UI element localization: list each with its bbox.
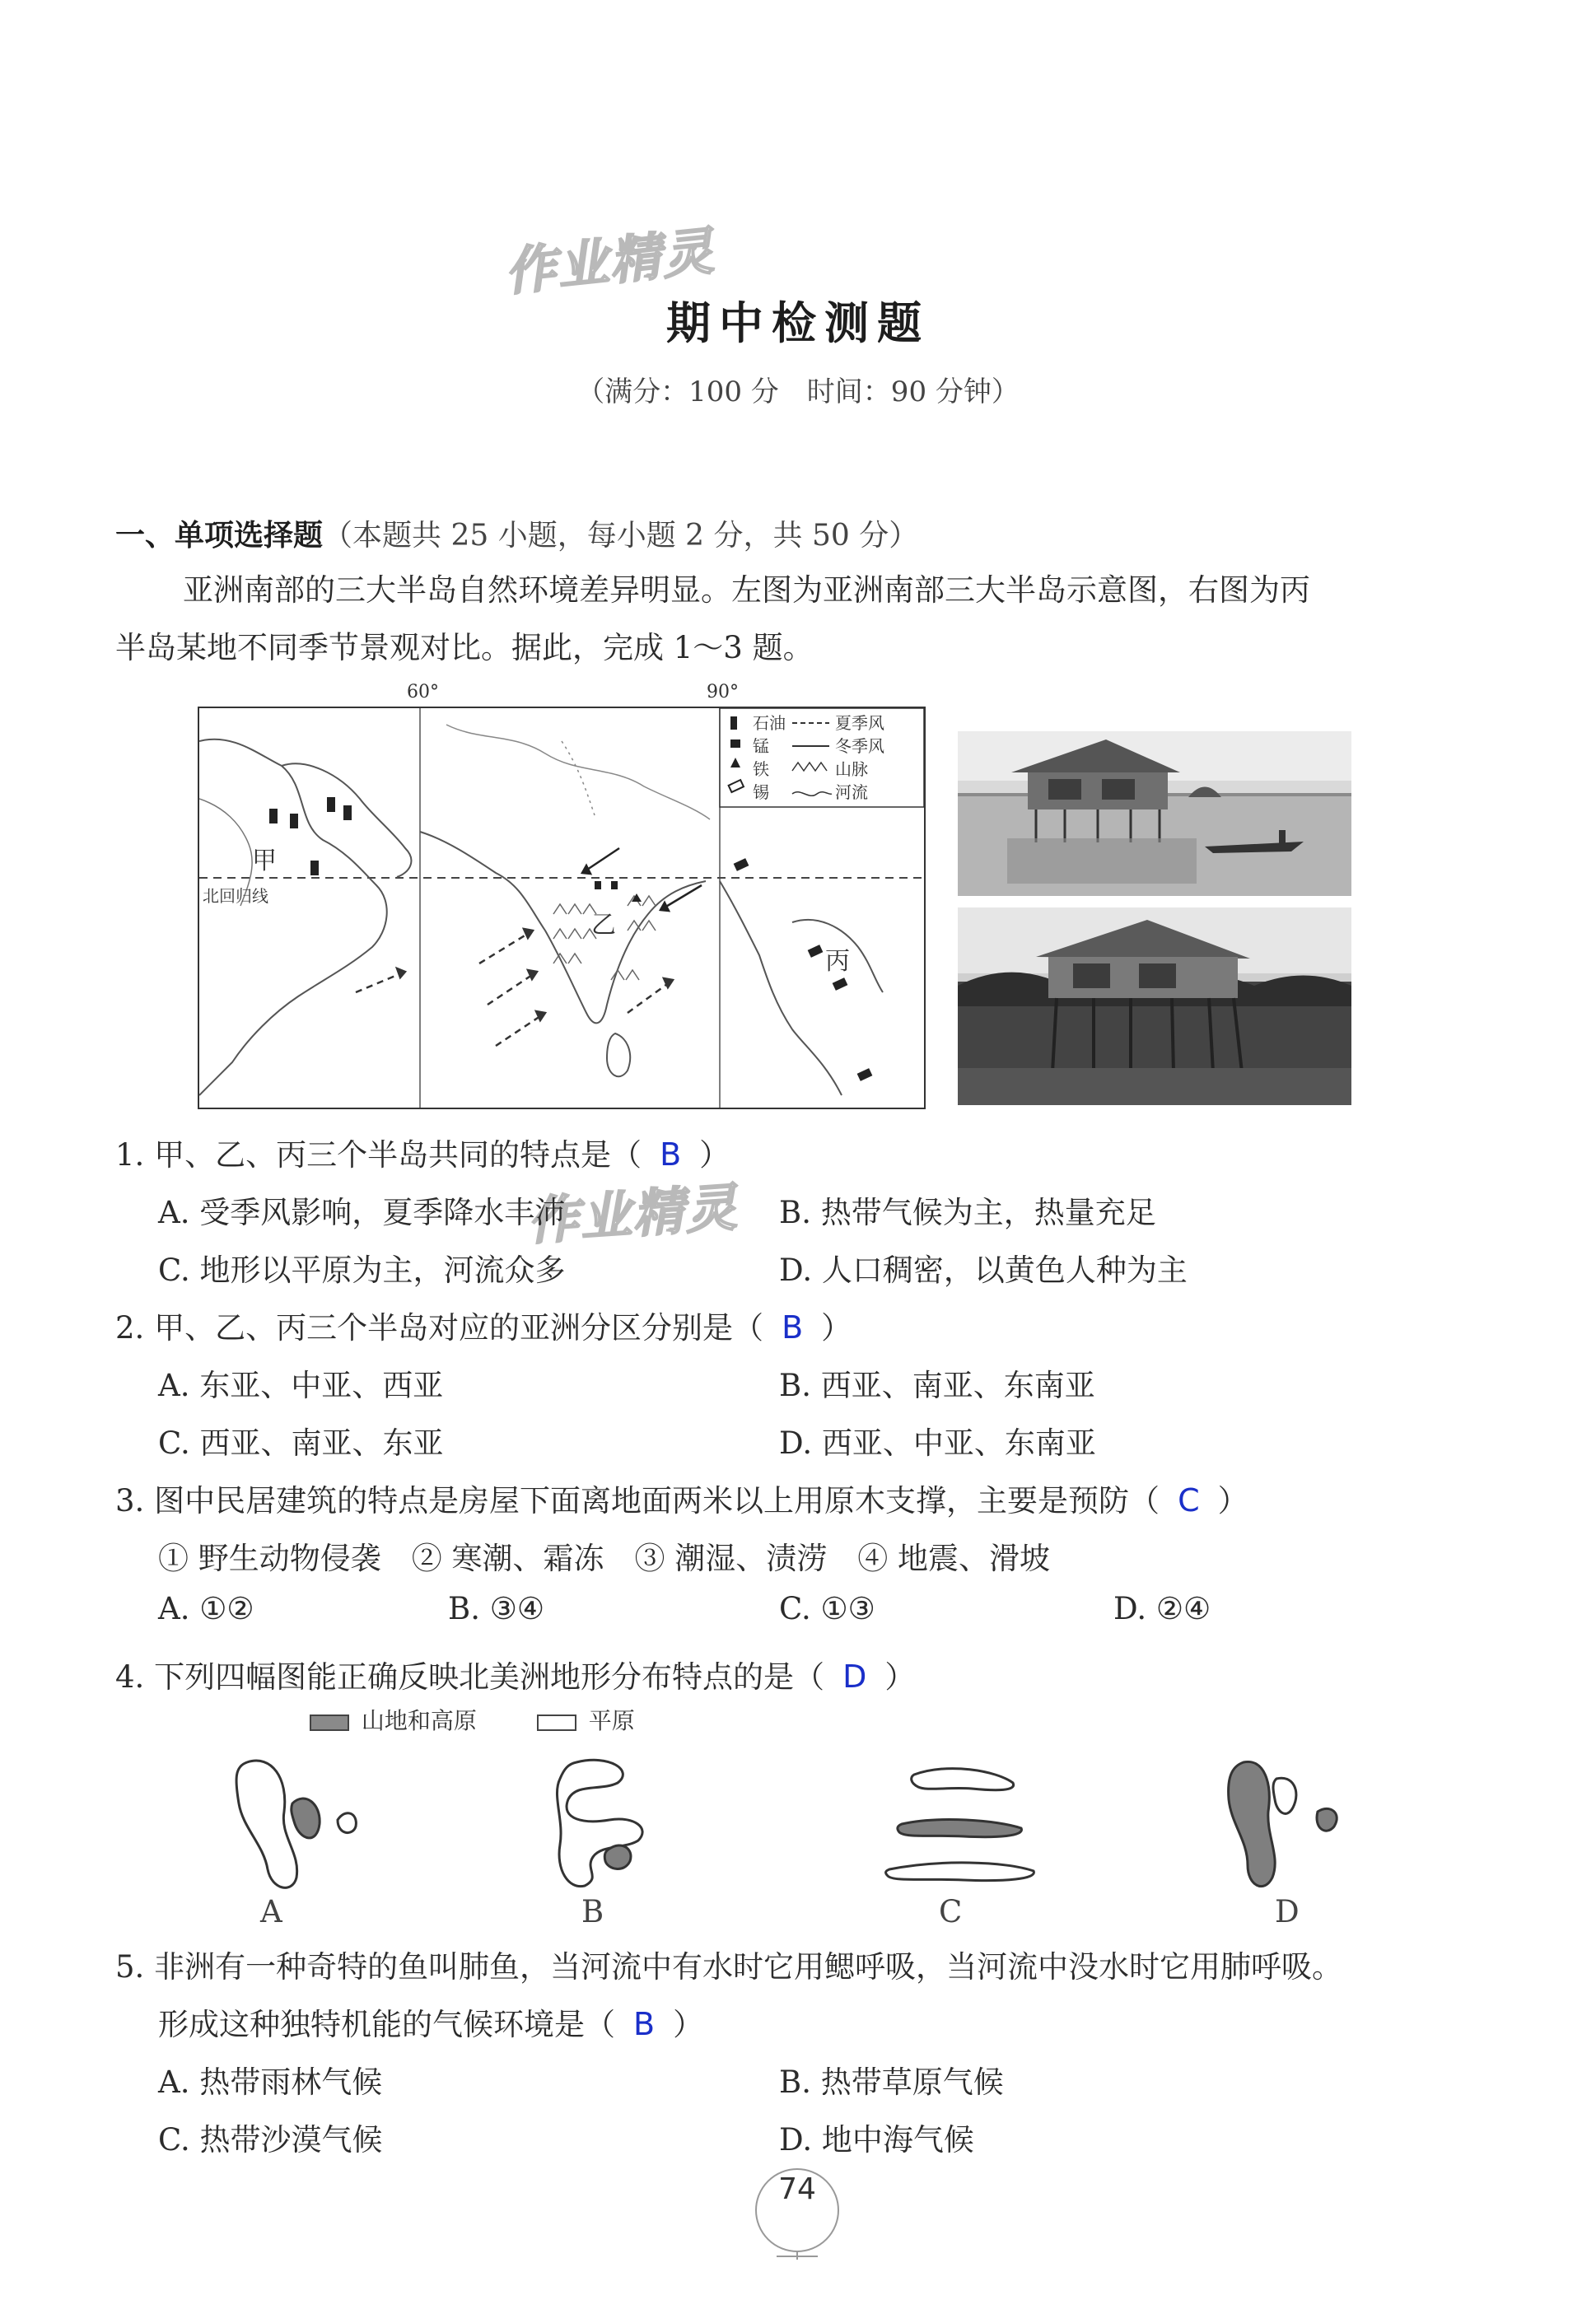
question-3-text: 3. 图中民居建筑的特点是房屋下面离地面两米以上用原木支撑，主要是预防（: [115, 1483, 1160, 1519]
question-1-option-b: B. 热带气候为主，热量充足: [779, 1195, 1156, 1230]
question-3-option-a: A. ①②: [158, 1591, 254, 1626]
q4-figures: [222, 1746, 1375, 1902]
q4-figure-label-d: D: [1275, 1894, 1300, 1929]
photo-flood-season: [958, 731, 1351, 896]
question-2-text: 2. 甲、乙、丙三个半岛对应的亚洲分区分别是（: [115, 1310, 764, 1346]
question-1-option-a: A. 受季风影响，夏季降水丰沛: [158, 1195, 566, 1230]
question-5-option-b: B. 热带草原气候: [779, 2064, 1004, 2100]
legend-iron-label: 铁: [753, 759, 769, 779]
page-title: 期中检测题: [666, 297, 930, 349]
legend-oil-label: 石油: [753, 713, 786, 733]
peninsula-a-label: 甲: [252, 847, 277, 875]
stilt-house-water-image: [958, 731, 1351, 896]
map-longitude-90: 90°: [707, 682, 739, 702]
page-subtitle: （满分：100 分 时间：90 分钟）: [576, 376, 1020, 408]
intro-line-1: 亚洲南部的三大半岛自然环境差异明显。左图为亚洲南部三大半岛示意图，右图为丙: [183, 572, 1310, 608]
question-2-option-b: B. 西亚、南亚、东南亚: [779, 1368, 1095, 1403]
q4-legend-plain-swatch: [537, 1715, 576, 1731]
section-title: 一、单项选择题: [115, 519, 324, 553]
map-longitude-60: 60°: [407, 682, 439, 702]
question-4-answer: D: [842, 1659, 867, 1695]
question-3-stem: [115, 1476, 1248, 1520]
intro-line-2: 半岛某地不同季节景观对比。据此，完成 1～3 题。: [115, 630, 814, 665]
question-1-stem: [115, 1130, 730, 1174]
question-1-answer: B: [660, 1136, 682, 1173]
question-2-option-c: C. 西亚、南亚、东亚: [158, 1425, 444, 1461]
peninsula-c-label: 丙: [825, 947, 850, 976]
legend-tin-label: 锡: [753, 782, 769, 802]
question-1-option-c: C. 地形以平原为主，河流众多: [158, 1253, 566, 1288]
question-2-option-a: A. 东亚、中亚、西亚: [158, 1368, 444, 1403]
q4-figure-label-c: C: [939, 1894, 963, 1929]
watermark-top: 作业精灵: [502, 220, 718, 303]
section-note: （本题共 25 小题，每小题 2 分，共 50 分）: [323, 519, 919, 553]
peninsula-map: [198, 707, 926, 1109]
question-3-option-b: B. ③④: [448, 1591, 545, 1626]
q4-legend-mountain-label: 山地和高原: [361, 1707, 477, 1734]
section-heading: [115, 512, 918, 554]
question-5-option-a: A. 热带雨林气候: [158, 2064, 383, 2100]
question-5-stem-line-1: 5. 非洲有一种奇特的鱼叫肺鱼，当河流中有水时它用鳃呼吸，当河流中没水时它用肺呼吸。: [115, 1949, 1343, 1985]
question-3-close: ）: [1217, 1483, 1248, 1519]
tropic-label: 北回归线: [203, 886, 268, 906]
question-5-option-d: D. 地中海气候: [779, 2122, 974, 2158]
question-4-close: ）: [884, 1659, 916, 1695]
question-2-stem: [115, 1303, 852, 1347]
question-5-option-c: C. 热带沙漠气候: [158, 2122, 383, 2158]
question-5-answer: B: [633, 2006, 656, 2042]
question-4-stem: [115, 1652, 915, 1696]
question-2-option-d: D. 西亚、中亚、东南亚: [779, 1425, 1096, 1461]
map-drawing: [199, 708, 924, 1108]
page-number: 74: [778, 2172, 816, 2206]
question-5-stem-line-2: [158, 1999, 703, 2044]
peninsula-b-label: 乙: [591, 911, 616, 940]
question-1-option-d: D. 人口稠密，以黄色人种为主: [779, 1253, 1188, 1288]
q4-figure-label-b: B: [581, 1894, 604, 1929]
question-3-answer: C: [1178, 1482, 1200, 1519]
stilt-house-dry-image: [958, 907, 1351, 1105]
question-2-answer: B: [782, 1309, 804, 1346]
question-2-close: ）: [821, 1310, 852, 1346]
question-3-option-c: C. ①③: [779, 1591, 875, 1626]
question-5-close: ）: [673, 2007, 704, 2042]
photo-dry-season: [958, 907, 1351, 1105]
legend-winter-monsoon-label: 冬季风: [835, 736, 884, 756]
legend-summer-monsoon-label: 夏季风: [835, 713, 884, 733]
q4-figure-label-a: A: [260, 1894, 282, 1929]
q4-legend: [310, 1703, 635, 1736]
question-1-close: ）: [699, 1137, 730, 1173]
q4-maps-drawing: [222, 1746, 1375, 1902]
question-4-text: 4. 下列四幅图能正确反映北美洲地形分布特点的是（: [115, 1659, 825, 1695]
legend-mountain-label: 山脉: [835, 759, 868, 779]
watermark-middle: 作业精灵: [525, 1177, 740, 1252]
legend-manganese-label: 锰: [753, 736, 769, 756]
q4-legend-plain-label: 平原: [588, 1707, 635, 1734]
question-1-text: 1. 甲、乙、丙三个半岛共同的特点是（: [115, 1137, 642, 1173]
question-3-items: ① 野生动物侵袭 ② 寒潮、霜冻 ③ 潮湿、渍涝 ④ 地震、滑坡: [158, 1541, 1051, 1576]
legend-river-label: 河流: [835, 782, 868, 802]
q4-legend-mountain-swatch: [310, 1715, 349, 1731]
question-3-option-d: D. ②④: [1113, 1591, 1211, 1626]
question-5-text: 形成这种独特机能的气候环境是（: [158, 2007, 615, 2042]
